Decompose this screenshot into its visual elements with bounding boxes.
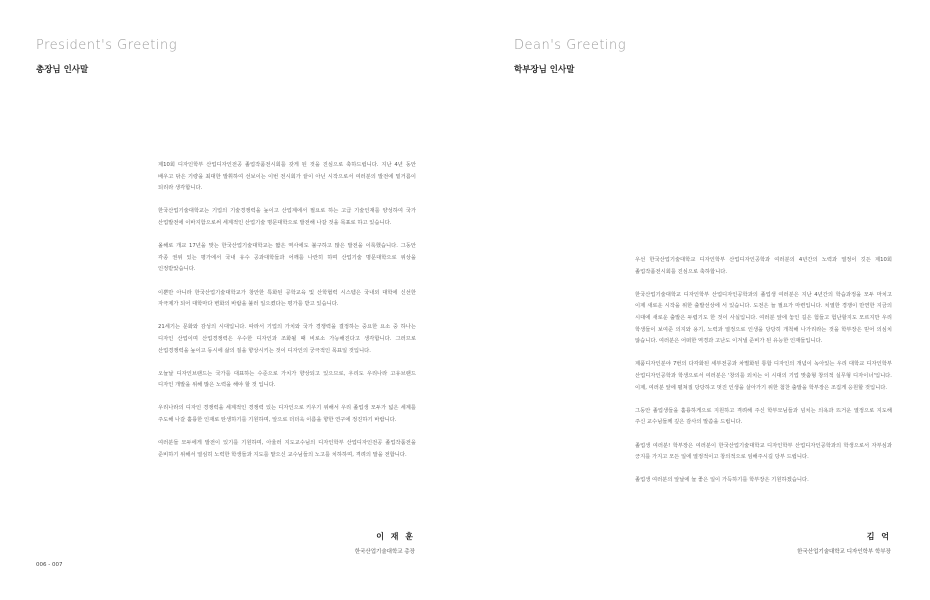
right-page [465,0,930,600]
paragraph: 우선 한국산업기술대학교 디자인학부 산업디자인공학과 여러분의 4년간의 노력과 열정이 깃든 제10회 졸업작품전시회를 진심으로 축하합니다. [635,257,892,275]
president-signature [355,531,415,555]
presidents-greeting-korean-title: 총장님 인사말 [36,65,89,75]
presidents-greeting-heading: President's Greeting [36,38,177,53]
paragraph: 제10회 디자인학부 산업디자인전공 졸업작품전시회를 갖게 된 것을 진심으로 축하드립니다. 지난 4년 동안 배우고 닦은 기량을 최대한 발휘하여 선보이는 이번 전시회가 끝이 아닌 시작으로서 여러분의 발전에 밑거름이 되리라 생각합니다. [158,162,416,192]
deans-greeting-body [635,255,892,498]
president-name: 이 재 훈 [376,532,415,541]
paragraph: 올해로 개교 17년을 맞는 한국산업기술대학교는 짧은 역사에도 불구하고 많은 발전을 이룩했습니다. 그동안 각종 권위 있는 평가에서 국내 유수 공과대학들과 어깨를 나란히 하며 산업기술 명문대학으로 위상을 인정받았습니다. [158,243,416,273]
deans-greeting-korean-title: 학부장님 인사말 [514,65,575,75]
paragraph: 오늘날 디자인브랜드는 국가를 대표하는 수준으로 가치가 향상되고 있으므로, 우리도 우리나라 고유브랜드 디자인 개발을 위해 많은 노력을 해야 할 것 입니다. [158,370,416,389]
page-number: 006 - 007 [36,562,63,568]
paragraph: 그동안 졸업생들을 훌륭하게으로 지원하고 격려해 주신 학부모님들과 넘치는 의욕과 뜨거운 열정으로 지도해 주신 교수님들께 깊은 감사의 말씀을 드립니다. [635,407,892,426]
paragraph: 졸업생 여러분! 학부장은 여러분이 한국산업기술대학교 디자인학부 산업디자인공학과의 학생으로서 자부심과 긍지를 가지고 모든 일에 열정적이고 창의적으로 임해주시길 당부 드립니다. [635,442,892,461]
paragraph: 제품디자인분야 7번의 다각화된 세부전공과 차별화된 통합 디자인의 개념이 녹아있는 우리 대학교 디자인학부 산업디자인공학과 학생으로서 여러분은 '창의를 외치는 이 시대의 기업 맞춤형 창의적 실무형 디자이너'입니다. 이제, 여러분 앞에 펼쳐질 당당하고 멋진 인생을 살아가기 위한 첨찬 출발을 학부장은 조집게 응원할 것입니다. [635,361,892,391]
paragraph: 이뿐만 아니라 한국산업기술대학교가 창안한 특화된 공학교육 및 산학협력 시스템은 국내외 대학에 신선한 자극제가 되어 대학마다 변화의 바람을 불러 일으켰다는 평가를 받고 있습니다. [158,289,416,308]
dean-signature [797,531,891,555]
paragraph: 우리나라의 디자인 경쟁력을 세계적인 경쟁력 있는 디자인으로 키우기 위해서 우리 졸업생 모두가 넓은 세계를 주도해 나갈 훌륭한 인재로 탄생하기를 기원하며, 앞으로 더더욱 이름을 향한 연구에 정진하기 바랍니다. [158,405,416,424]
deans-greeting-heading: Dean's Greeting [514,38,627,53]
paragraph: 졸업생 여러분의 앞날에 늘 좋은 일이 가득하기를 학부장은 기원하겠습니다. [635,477,809,484]
president-title: 한국산업기술대학교 총장 [354,549,415,555]
paragraph: 한국산업기술대학교 디자인학부 산업디자인공학과의 졸업생 여러분은 지난 4년간의 학습과정을 모두 마치고 이제 새로운 시작을 위한 출발선상에 서 있습니다. 도전은 늘 필요가 마련입니다. 치열한 경쟁이 만연한 지금의 시대에 새로운 출발은 두렵기도 한 것이 사실입니다. 여러분 앞에 놓인 길은 험들고 험난할지도 모르지만 우리 학생들이 보여준 의지와 용기, 노력과 열정으로 인생을 당당히 개척해 나가리라는 것을 학부장은 믿어 의심치 않습니다. 여러분은 어떠한 역경과 고난도 이겨낼 준비가 된 유능한 인재들입니다. [635,291,892,345]
presidents-greeting-body [158,160,416,473]
paragraph: 한국산업기술대학교는 기업의 기술경쟁력을 높이고 산업계에서 필요로 하는 고급 기술인재를 양성하여 국가 산업발전에 이바지함으로써 세계적인 산업기술 명문대학으로 발전해 나갈 것을 목표로 하고 있습니다. [158,208,416,226]
dean-title: 한국산업기술대학교 디자인학부 학부장 [797,549,891,555]
paragraph: 21세기는 문화와 감성의 시대입니다. 따라서 기업의 가치와 국가 경쟁력을 결정하는 중요한 요소 중 하나는 디자인 산업이며 산업경쟁력은 우수한 디자인과 조화될 때 비로소 가능해진다고 생각합니다. 그러므로 산업경쟁력을 높이고 동시에 삶의 질을 향상시키는 것이 디자인의 궁극적인 목표일 것입니다. [158,324,416,354]
paragraph: 여러분들 모두에게 발전이 있기를 기원하며, 아울러 지도교수님의 디자인학부 산업디자인전공 졸업작품전을 준비하기 위해서 열심히 노력한 학생들과 지도를 맡으신 교수님들의 노고를 치하하며, 격려의 말을 전합니다. [158,440,416,458]
dean-name: 김 억 [866,532,891,541]
